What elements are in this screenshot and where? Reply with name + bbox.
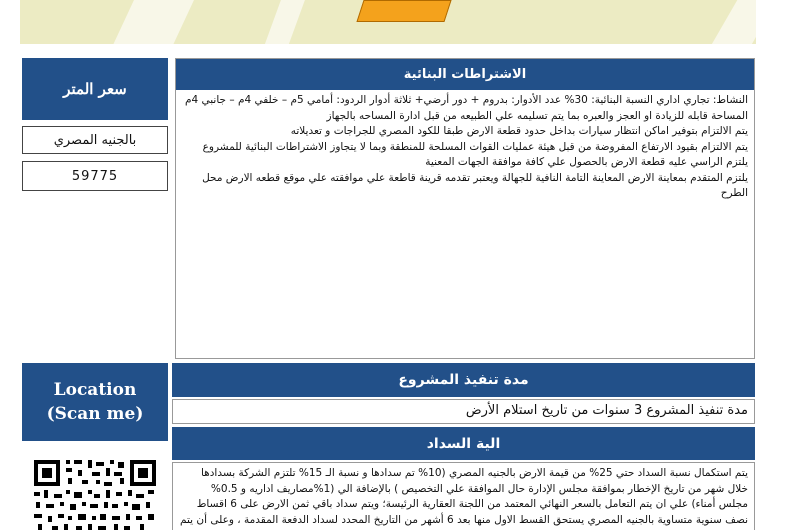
location-banner: [22, 363, 168, 441]
execution-duration-title: مدة تنفيذ المشروع: [398, 372, 529, 388]
price-per-meter-title: سعر المتر: [63, 80, 127, 98]
currency-label: بالجنيه المصري: [53, 132, 137, 148]
building-specs-body: [176, 90, 754, 202]
execution-duration-header: [172, 363, 755, 397]
price-value: 59775: [71, 168, 119, 184]
execution-duration-text: [172, 399, 755, 424]
qr-code-graphic: [32, 458, 158, 530]
building-specs-panel: [175, 58, 755, 359]
spec-line: يلتزم الراسي عليه قطعة الارض بالحصول علي كافة موافقة الجهات المعنية: [425, 156, 748, 168]
execution-duration-value: مدة تنفيذ المشروع 3 سنوات من تاريخ استلام الأرض: [465, 403, 748, 418]
map-image: [20, 0, 756, 44]
map-road: [255, 0, 308, 44]
scan-me-label: (Scan me): [46, 404, 144, 424]
map-land-plot: [356, 0, 451, 22]
payment-line: يتم استكمال نسبة السداد حتي 25% من قيمة الارض بالجنيه المصري (10% تم سدادها و نسبة الـ 15% تلتزم الشركة بسدادها خلال شهر من تاريخ الإخطار بموافقة مجلس الإدارة حال الموافقة علي التخصيص ) بالإضافة الي (1%مصاريف اداريه و 0.5% مجلس أمناء) علي ان يتم التعامل بالسعر النهائي المعتمد من اللجنة العقارية الرئيسة؛ ويتم سداد باقي ثمن الارض على 6 اقساط نصف سنوية متساوية بالجنيه المصري يستحق القسط الاول منها بعد 6 أشهر من التاريخ المحدد لسداد الدفعة المقدمة ، وعلى أن يتم: [180, 467, 748, 526]
spec-line: النشاط: تجاري اداري النسبة البنائية: 30% عدد الأدوار: بدروم + دور أرضي+ ثلاثة أدوار الردود: أمامي 5م – خلفي 4م – جانبي 4م: [184, 94, 748, 106]
building-specs-header: [176, 59, 754, 90]
spec-line: يتم الالتزام بتوفير اماكن انتظار سيارات بداخل حدود قطعة الارض طبقا للكود المصري للجراجات و تعديلاته: [290, 125, 748, 137]
payment-mechanism-body: [172, 462, 755, 530]
price-per-meter-header: [22, 58, 168, 120]
location-label: Location: [53, 380, 137, 400]
spec-line: يلتزم المتقدم بمعاينة الارض المعاينة التامة النافية للجهالة ويعتبر تقدمه قرينة قاطعة علي موافقته علي موقع قطعه الارض محل الطرح: [202, 171, 748, 199]
payment-mechanism-title: الية السداد: [426, 435, 501, 452]
building-specs-title: الاشتراطات البنائية: [403, 67, 527, 82]
currency-box: [22, 126, 168, 154]
price-value-box: [22, 161, 168, 191]
map-road: [697, 0, 756, 44]
qr-code[interactable]: [32, 458, 158, 530]
spec-line: المساحة قابله للزيادة او العجز والعبره بما يتم تسليمه علي الطبيعه من قبل ادارة المساحه بالجهاز: [326, 109, 748, 122]
payment-mechanism-header: [172, 427, 755, 460]
spec-line: يتم الالتزام بقيود الارتفاع المفروضة من قبل هيئة عمليات القوات المسلحة للمنطقة وبما لا يتجاوز الاشتراطات البنائية للمشروع: [202, 140, 748, 153]
map-road: [101, 0, 198, 44]
